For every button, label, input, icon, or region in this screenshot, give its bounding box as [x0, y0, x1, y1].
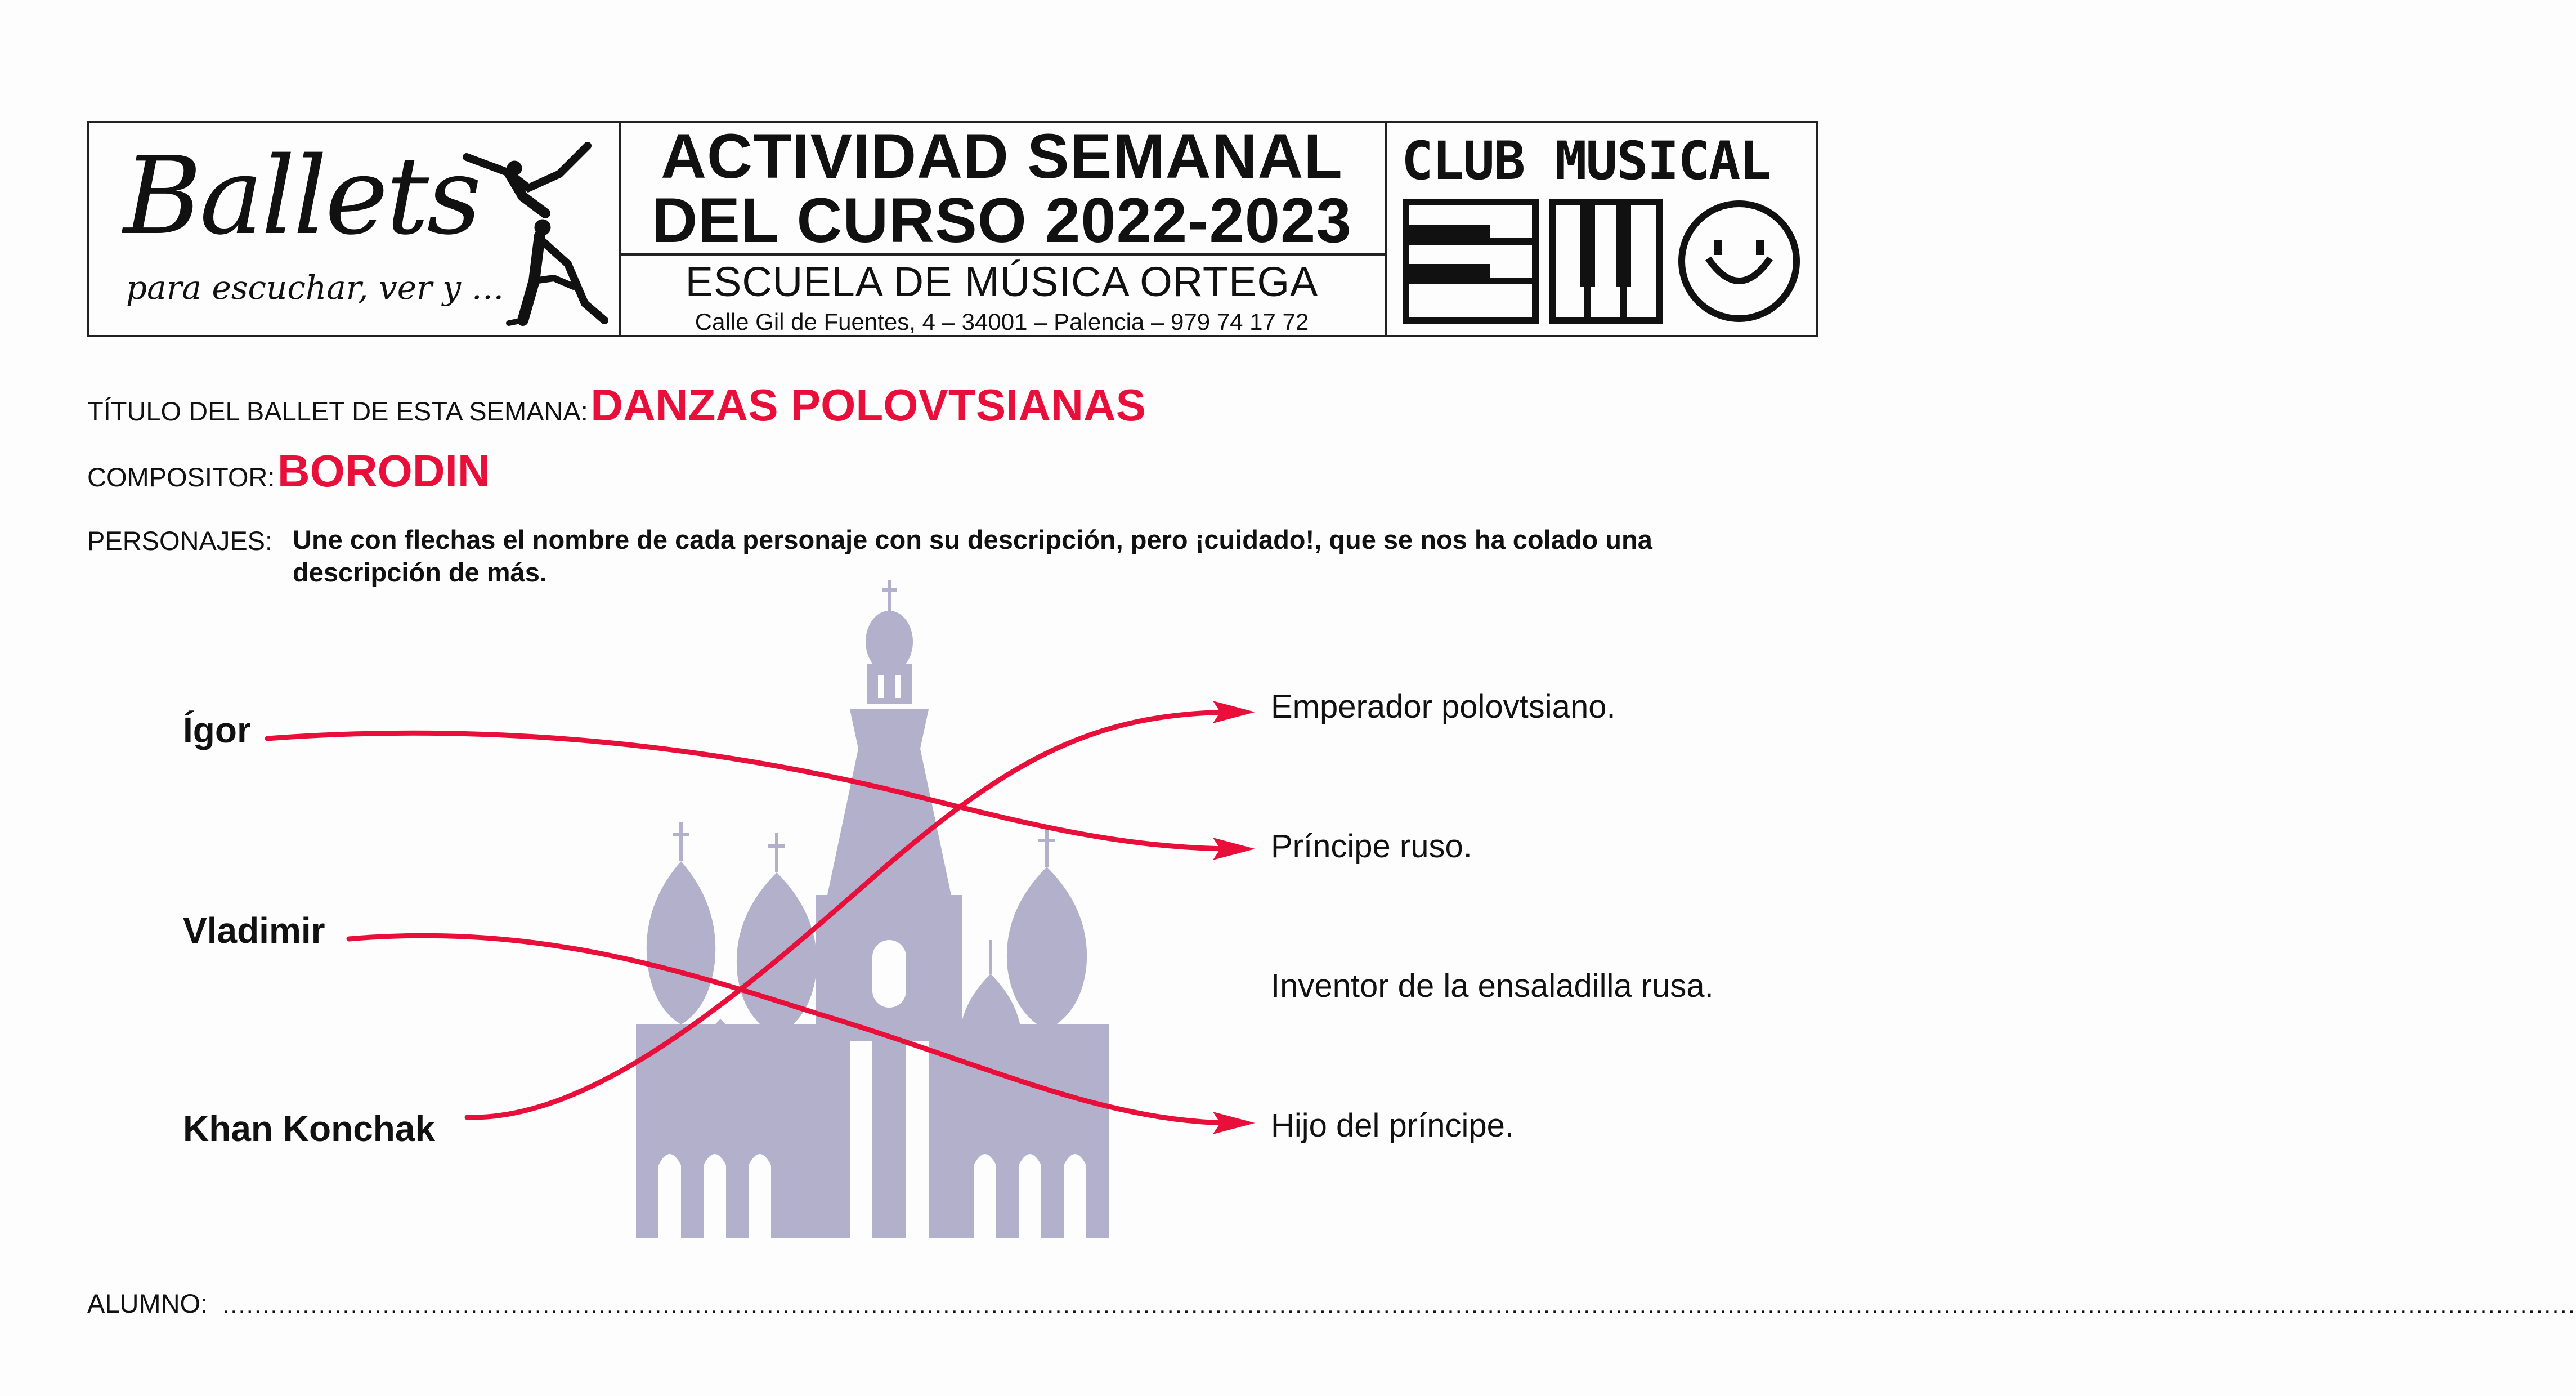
- character-name-khan-konchak: Khan Konchak: [183, 1108, 436, 1149]
- club-name: CLUB MUSICAL: [1401, 131, 1771, 192]
- arrow-igor-to-principe: [267, 733, 1227, 849]
- ballet-title-label: TÍTULO DEL BALLET DE ESTA SEMANA:: [87, 396, 588, 426]
- ballets-logo-word: Ballets: [123, 134, 480, 258]
- description-hijo: Hijo del príncipe.: [1271, 1107, 1514, 1144]
- arrow-vladimir-to-hijo: [349, 936, 1227, 1123]
- composer-label: COMPOSITOR:: [87, 462, 275, 492]
- title-line-2: DEL CURSO 2022-2023: [652, 185, 1352, 256]
- instruction-line-2: descripción de más.: [293, 557, 547, 587]
- instruction-line-1: Une con flechas el nombre de cada personaje con su descripción, pero ¡cuidado!, que se nos ha colado una: [293, 525, 1652, 554]
- description-inventor: Inventor de la ensaladilla rusa.: [1271, 968, 1714, 1004]
- ballet-title-value: DANZAS POLOVTSIANAS: [590, 380, 1146, 430]
- character-name-vladimir: Vladimir: [183, 910, 325, 951]
- characters-label: PERSONAJES:: [87, 526, 273, 556]
- description-emperador: Emperador polovtsiano.: [1271, 688, 1616, 725]
- student-label: ALUMNO:: [87, 1288, 208, 1318]
- school-name: ESCUELA DE MÚSICA ORTEGA: [685, 258, 1319, 305]
- character-name-igor: Ígor: [183, 710, 251, 750]
- arrow-khan-to-emperador: [467, 712, 1227, 1117]
- school-address: Calle Gil de Fuentes, 4 – 34001 – Palencia – 979 74 17 72: [695, 308, 1309, 335]
- description-principe: Príncipe ruso.: [1271, 828, 1472, 865]
- composer-value: BORODIN: [277, 446, 490, 496]
- student-name-line[interactable]: ......................................................................................................................................................................................................................................................................................................: [222, 1291, 2576, 1319]
- title-line-1: ACTIVIDAD SEMANAL: [661, 120, 1343, 191]
- ballets-logo-tagline: para escuchar, ver y …: [126, 269, 504, 307]
